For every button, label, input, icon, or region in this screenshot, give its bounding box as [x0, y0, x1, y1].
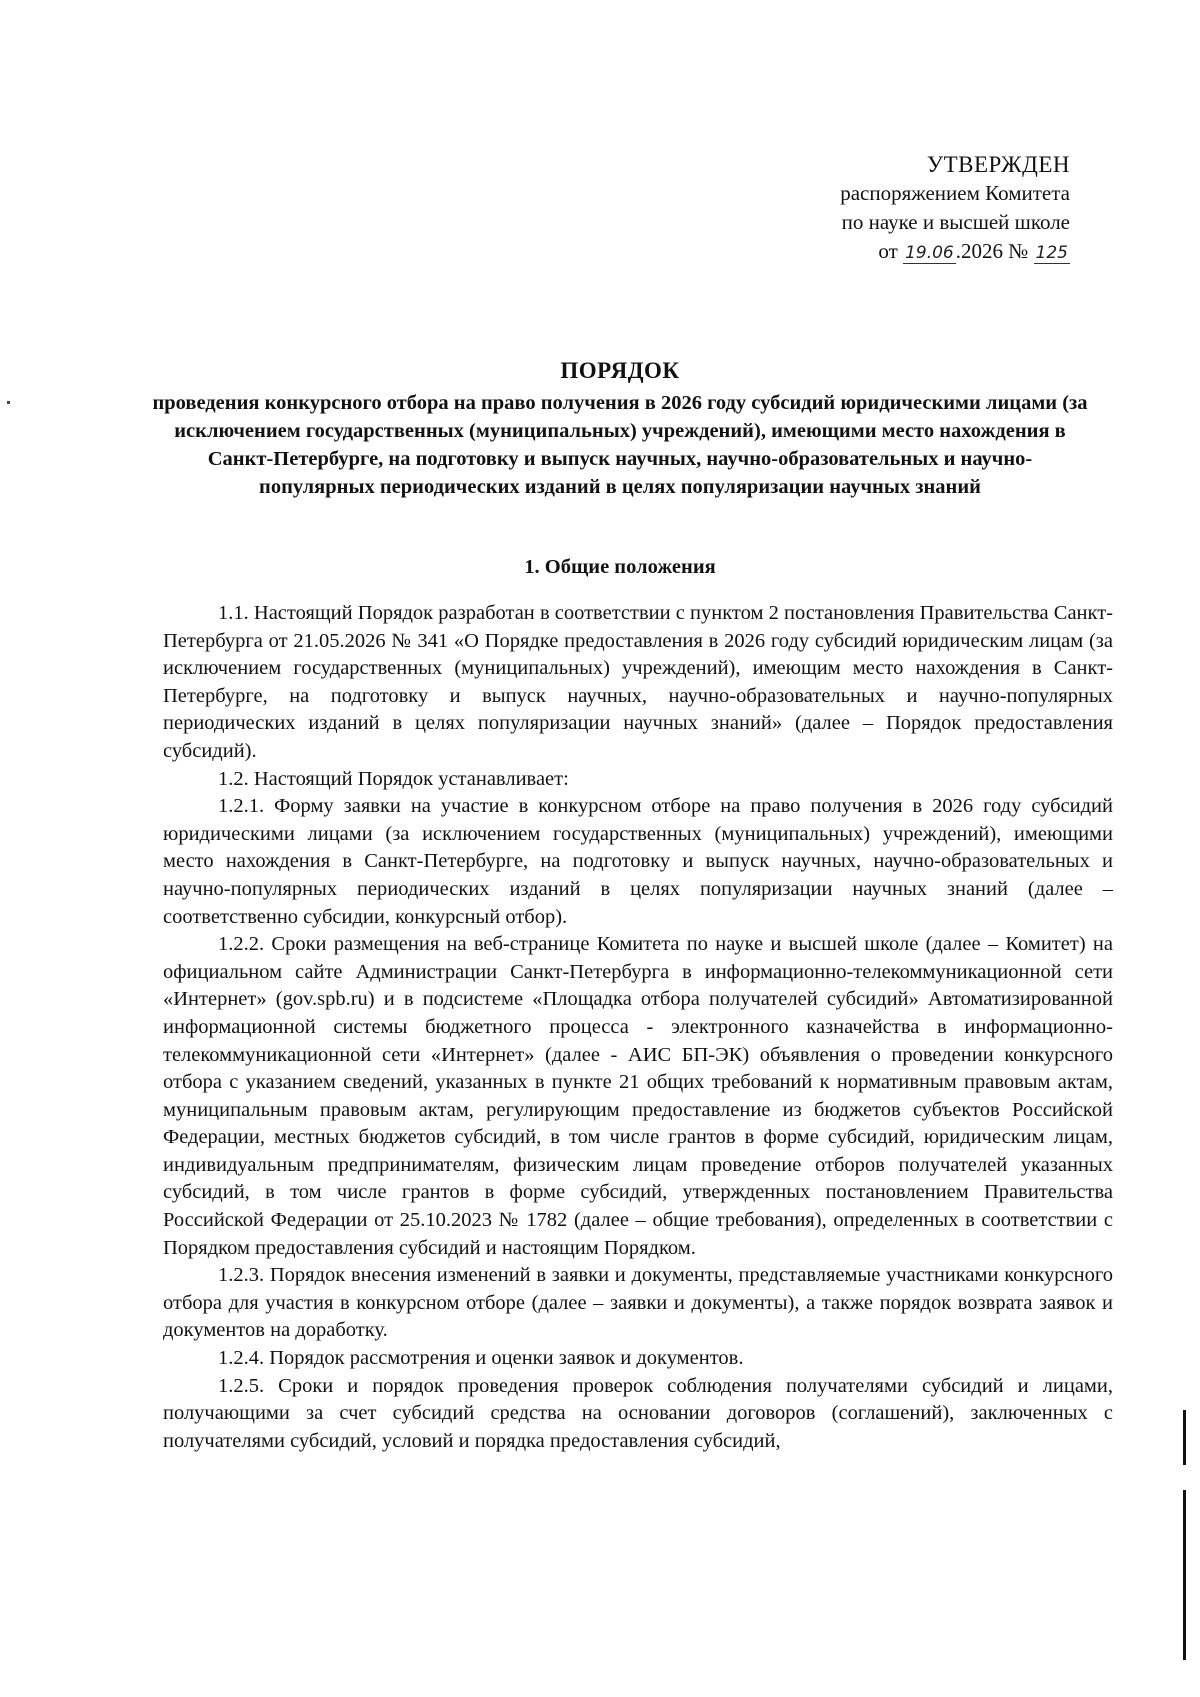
paragraph: 1.2.1. Форму заявки на участие в конкурсном отборе на право получения в 2026 году субсидий юридическими лицами (за исключением государственных (муниципальных) учреждений), имеющими место нахождения в Санкт-Петербурге, на подготовку и выпуск научных, научно-образовательных и научно-популярных периодических изданий в целях популяризации научных знаний (далее – соответственно субсидии, конкурсный отбор).: [163, 795, 1113, 928]
date-prefix: от: [878, 239, 898, 263]
section-heading: 1. Общие положения: [524, 556, 716, 578]
approval-date: [840, 237, 1070, 268]
handwritten-number: 125: [1035, 243, 1068, 263]
paragraph: 1.2. Настоящий Порядок устанавливает:: [218, 767, 569, 790]
document-title: [150, 355, 1090, 501]
title-subtitle: проведения конкурсного отбора на право получения в 2026 году субсидий юридическими лицами (за исключением государственных (муниципальных) учреждений), имеющими место нахождения в Санкт-Петербурге, на подготовку и выпуск научных, научно-образовательных и научно-популярных периодических изданий в целях популяризации научных знаний: [152, 392, 1088, 498]
approval-stamp: [840, 150, 1070, 268]
scan-edge-mark: [1183, 1410, 1186, 1465]
approval-line: по науке и высшей школе: [841, 210, 1070, 234]
handwritten-date: 19.06: [905, 243, 954, 263]
date-year: .2026 №: [955, 239, 1029, 263]
scan-edge-mark: [1183, 1490, 1186, 1660]
approval-line: распоряжением Комитета: [840, 181, 1070, 205]
paragraph: 1.2.4. Порядок рассмотрения и оценки заявок и документов.: [218, 1347, 744, 1370]
paragraph: 1.2.3. Порядок внесения изменений в заявки и документы, представляемые участниками конкурсного отбора для участия в конкурсном отборе (далее – заявки и документы), а также порядок возврата заявок и документов на доработку.: [163, 1264, 1113, 1342]
paragraph: 1.2.5. Сроки и порядок проведения проверок соблюдения получателями субсидий и лицами, получающими за счет субсидий средства на основании договоров (соглашений), заключенных с получателями субсидий, условий и порядка предоставления субсидий,: [163, 1374, 1113, 1452]
approval-title: УТВЕРЖДЕН: [926, 152, 1070, 177]
scan-speck: [7, 401, 10, 404]
paragraph: 1.2.2. Сроки размещения на веб-странице Комитета по науке и высшей школе (далее – Комитет) на официальном сайте Администрации Санкт-Петербурга в информационно-телекоммуникационной сети «Интернет» (gov.spb.ru) и в подсистеме «Площадка отбора получателей субсидий» Автоматизированной информационной системы бюджетного процесса - электронного казначейства в информационно-телекоммуникационной сети «Интернет» (далее - АИС БП-ЭК) объявления о проведении конкурсного отбора с указанием сведений, указанных в пункте 21 общих требований к нормативным правовым актам, муниципальным правовым актам, регулирующим предоставление из бюджетов субъектов Российской Федерации, местных бюджетов субсидий, в том числе грантов в форме субсидий, юридическим лицам, индивидуальным предпринимателям, физическим лицам проведение отборов получателей указанных субсидий, в том числе грантов в форме субсидий, утвержденных постановлением Правительства Российской Федерации от 25.10.2023 № 1782 (далее – общие требования), определенных в соответствии с Порядком предоставления субсидий и настоящим Порядком.: [163, 933, 1113, 1259]
paragraph: 1.1. Настоящий Порядок разработан в соответствии с пунктом 2 постановления Правительства Санкт-Петербурга от 21.05.2026 № 341 «О Порядке предоставления в 2026 году субсидий юридическим лицам (за исключением государственных (муниципальных) учреждений), имеющим место нахождения в Санкт-Петербурге, на подготовку и выпуск научных, научно-образовательных и научно-популярных периодических изданий в целях популяризации научных знаний» (далее – Порядок предоставления субсидий).: [163, 602, 1113, 762]
document-body: [163, 600, 1113, 1455]
title-main: ПОРЯДОК: [560, 358, 680, 383]
